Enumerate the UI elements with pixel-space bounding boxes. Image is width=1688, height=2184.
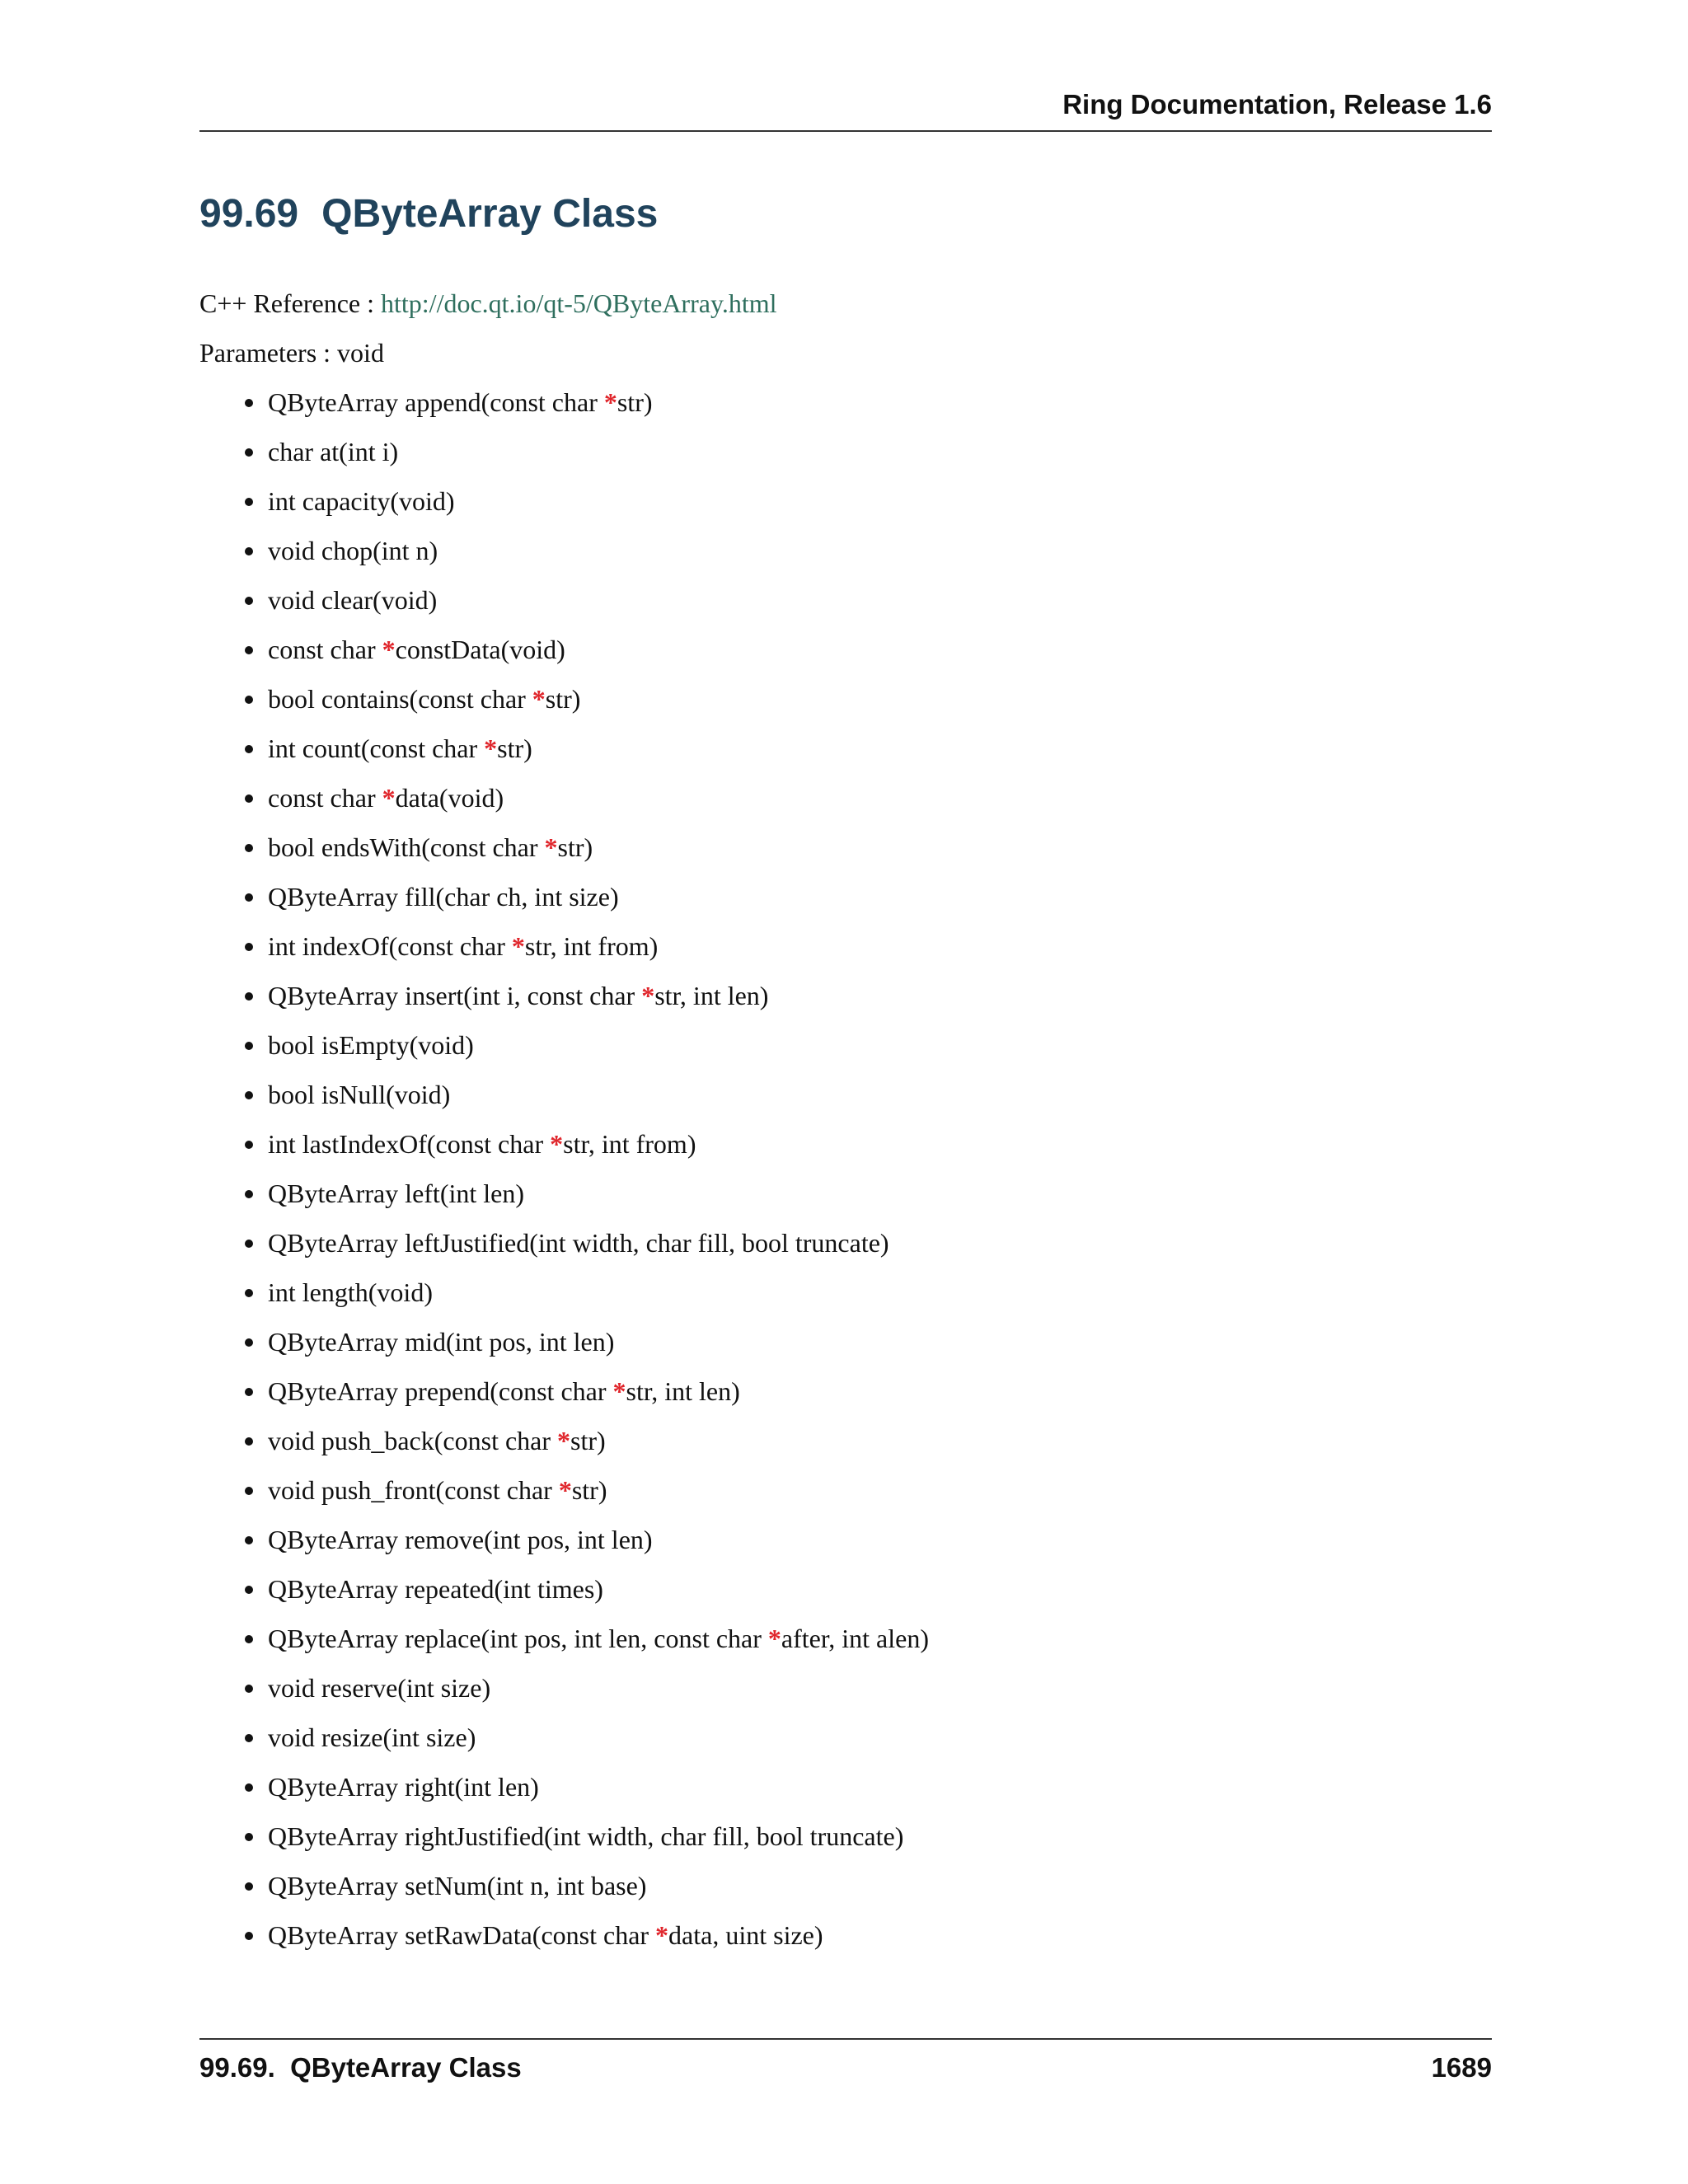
method-signature — [268, 633, 565, 666]
signature-text: str, int len) — [626, 1376, 740, 1406]
method-signature — [268, 1572, 603, 1605]
section-number: 99.69 — [199, 192, 299, 236]
pointer-asterisk: * — [382, 783, 396, 813]
signature-text: str) — [571, 1475, 607, 1505]
method-signature — [268, 1474, 607, 1507]
pointer-asterisk: * — [767, 1624, 781, 1653]
bullet-icon — [245, 1338, 253, 1347]
page-number: 1689 — [1431, 2052, 1492, 2083]
bullet-icon — [245, 1388, 253, 1396]
signature-text: void push_front(const char — [268, 1475, 559, 1505]
signature-text: QByteArray left(int len) — [268, 1179, 524, 1208]
bullet-icon — [245, 646, 253, 654]
method-signature — [268, 1029, 474, 1062]
signature-text: str) — [617, 387, 653, 417]
signature-text: str) — [545, 684, 581, 714]
signature-text: void push_back(const char — [268, 1426, 558, 1455]
pointer-asterisk: * — [641, 981, 655, 1010]
signature-text: QByteArray repeated(int times) — [268, 1574, 603, 1604]
pointer-asterisk: * — [382, 635, 396, 664]
method-signature — [268, 534, 438, 567]
bullet-icon — [245, 1437, 253, 1446]
signature-text: bool endsWith(const char — [268, 832, 545, 862]
method-signature — [268, 1375, 740, 1408]
signature-text: void chop(int n) — [268, 536, 438, 565]
parameters-line: Parameters : void — [199, 338, 384, 368]
pointer-asterisk: * — [550, 1129, 564, 1159]
reference-label: C++ Reference : — [199, 288, 381, 318]
signature-text: after, int alen) — [781, 1624, 929, 1653]
method-signature — [268, 1078, 450, 1111]
bullet-icon — [245, 1882, 253, 1891]
signature-text: bool isEmpty(void) — [268, 1030, 474, 1060]
method-signature — [268, 1325, 614, 1358]
pointer-asterisk: * — [612, 1376, 626, 1406]
signature-text: QByteArray fill(char ch, int size) — [268, 882, 619, 912]
signature-text: QByteArray leftJustified(int width, char fill, bool truncate) — [268, 1228, 889, 1258]
bullet-icon — [245, 745, 253, 753]
method-signature — [268, 1820, 903, 1853]
bullet-icon — [245, 1091, 253, 1099]
bullet-icon — [245, 1289, 253, 1297]
signature-text: str) — [570, 1426, 606, 1455]
bullet-icon — [245, 1932, 253, 1940]
signature-text: QByteArray setNum(int n, int base) — [268, 1871, 647, 1900]
reference-link[interactable]: http://doc.qt.io/qt-5/QByteArray.html — [381, 288, 777, 318]
method-signature — [268, 1919, 823, 1952]
signature-text: data(void) — [395, 783, 504, 813]
method-signature — [268, 1869, 646, 1902]
method-signature — [268, 1721, 476, 1754]
bullet-icon — [245, 1734, 253, 1742]
method-signature — [268, 732, 532, 765]
method-signature — [268, 1523, 653, 1556]
bullet-icon — [245, 794, 253, 803]
signature-text: void clear(void) — [268, 585, 438, 615]
method-signature — [268, 1226, 889, 1259]
pointer-asterisk: * — [557, 1426, 571, 1455]
signature-text: QByteArray setRawData(const char — [268, 1920, 656, 1950]
method-signature — [268, 1177, 524, 1210]
method-signature — [268, 1127, 696, 1160]
signature-text: int lastIndexOf(const char — [268, 1129, 551, 1159]
method-signature — [268, 930, 658, 963]
bullet-icon — [245, 1042, 253, 1050]
method-signature — [268, 1622, 929, 1655]
signature-text: str, int from) — [524, 931, 659, 961]
method-signature — [268, 435, 398, 468]
bullet-icon — [245, 1685, 253, 1693]
section-title-text: QByteArray Class — [321, 192, 659, 236]
signature-text: int capacity(void) — [268, 486, 455, 516]
bullet-icon — [245, 1635, 253, 1643]
header-title: Ring Documentation, Release 1.6 — [1062, 89, 1492, 120]
bullet-icon — [245, 1487, 253, 1495]
bullet-icon — [245, 992, 253, 1001]
signature-text: char at(int i) — [268, 437, 399, 466]
footer-section: 99.69. QByteArray Class — [199, 2052, 522, 2083]
pointer-asterisk: * — [532, 684, 546, 714]
method-signature — [268, 682, 580, 715]
bullet-icon — [245, 696, 253, 704]
signature-text: data, uint size) — [668, 1920, 823, 1950]
pointer-asterisk: * — [603, 387, 617, 417]
bullet-icon — [245, 1586, 253, 1594]
signature-text: QByteArray rightJustified(int width, char fill, bool truncate) — [268, 1821, 904, 1851]
bullet-icon — [245, 498, 253, 506]
bullet-icon — [245, 1833, 253, 1841]
signature-text: QByteArray mid(int pos, int len) — [268, 1327, 615, 1357]
bullet-icon — [245, 1141, 253, 1149]
signature-text: QByteArray remove(int pos, int len) — [268, 1525, 653, 1554]
signature-text: str, int len) — [654, 981, 769, 1010]
bullet-icon — [245, 597, 253, 605]
bullet-icon — [245, 1190, 253, 1198]
signature-text: QByteArray replace(int pos, int len, const char — [268, 1624, 768, 1653]
method-signature — [268, 880, 619, 913]
pointer-asterisk: * — [544, 832, 558, 862]
pointer-asterisk: * — [484, 733, 498, 763]
signature-text: str, int from) — [563, 1129, 696, 1159]
method-signature — [268, 485, 455, 518]
signature-text: QByteArray right(int len) — [268, 1772, 539, 1802]
pointer-asterisk: * — [558, 1475, 572, 1505]
signature-text: bool isNull(void) — [268, 1080, 451, 1109]
bullet-icon — [245, 399, 253, 407]
section-title — [199, 191, 658, 237]
signature-text: constData(void) — [395, 635, 565, 664]
signature-text: const char — [268, 635, 382, 664]
signature-text: QByteArray append(const char — [268, 387, 604, 417]
signature-text: void resize(int size) — [268, 1722, 476, 1752]
bullet-icon — [245, 943, 253, 951]
signature-text: int indexOf(const char — [268, 931, 512, 961]
running-footer — [199, 2038, 1492, 2083]
signature-text: int length(void) — [268, 1277, 433, 1307]
method-signature — [268, 1671, 490, 1704]
signature-text: QByteArray prepend(const char — [268, 1376, 613, 1406]
bullet-icon — [245, 1783, 253, 1792]
method-signature — [268, 1276, 433, 1309]
pointer-asterisk: * — [511, 931, 525, 961]
method-signature — [268, 386, 653, 419]
signature-text: int count(const char — [268, 733, 485, 763]
method-signature — [268, 1770, 539, 1803]
cpp-reference — [199, 287, 777, 320]
signature-text: QByteArray insert(int i, const char — [268, 981, 642, 1010]
signature-text: str) — [557, 832, 593, 862]
signature-text: const char — [268, 783, 382, 813]
method-signature — [268, 1424, 606, 1457]
method-signature — [268, 979, 768, 1012]
method-signature — [268, 583, 437, 616]
bullet-icon — [245, 893, 253, 902]
running-header — [199, 89, 1492, 132]
pointer-asterisk: * — [655, 1920, 669, 1950]
method-signature — [268, 781, 504, 814]
bullet-icon — [245, 448, 253, 457]
bullet-icon — [245, 1536, 253, 1544]
signature-text: bool contains(const char — [268, 684, 532, 714]
bullet-icon — [245, 1240, 253, 1248]
signature-text: str) — [497, 733, 532, 763]
bullet-icon — [245, 844, 253, 852]
signature-text: void reserve(int size) — [268, 1673, 491, 1703]
method-signature — [268, 831, 593, 864]
bullet-icon — [245, 547, 253, 555]
